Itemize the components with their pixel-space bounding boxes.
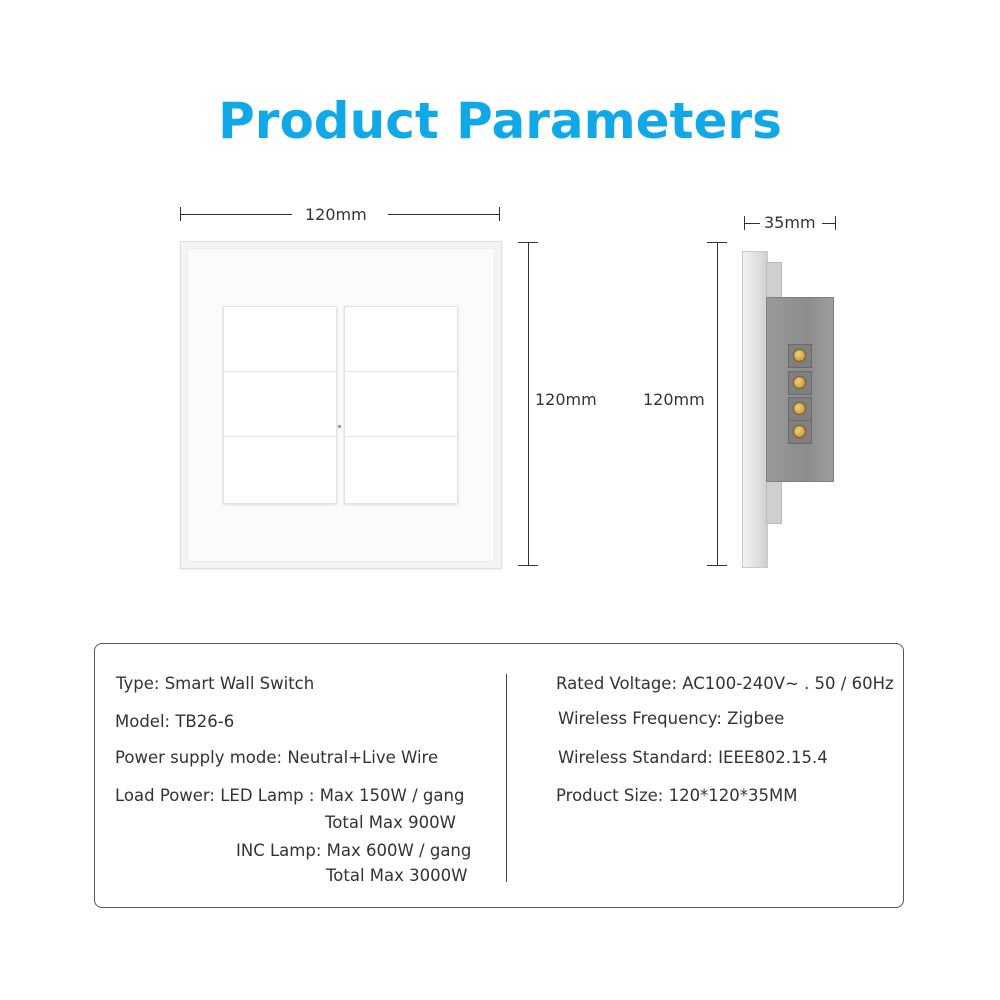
width-dim-tick-right <box>499 207 500 221</box>
spec-inc-total: Total Max 3000W <box>326 866 468 885</box>
spec-wireless-frequency: Wireless Frequency: Zigbee <box>558 709 785 728</box>
button-column-right <box>344 306 458 504</box>
button-separator <box>345 436 457 437</box>
side-height-line <box>717 242 718 565</box>
spec-model: Model: TB26-6 <box>115 712 235 731</box>
button-separator <box>224 436 336 437</box>
terminal-screw-icon <box>793 349 806 362</box>
indicator-led <box>338 425 341 428</box>
terminal-screw-icon <box>793 402 806 415</box>
side-height-label: 120mm <box>643 390 705 409</box>
spec-product-size: Product Size: 120*120*35MM <box>556 786 798 805</box>
terminal-screw-icon <box>793 425 806 438</box>
button-separator <box>224 371 336 372</box>
depth-dim-tick-right <box>835 216 836 230</box>
height-dim-tick-bottom <box>518 565 538 566</box>
front-height-label: 120mm <box>535 390 597 409</box>
spec-inc-lamp: INC Lamp: Max 600W / gang <box>236 841 472 860</box>
button-separator <box>345 371 457 372</box>
height-dim-line <box>528 242 529 565</box>
width-dim-line-right <box>388 214 500 215</box>
depth-dim-line-left <box>744 223 760 224</box>
depth-dim-line-right <box>822 223 836 224</box>
spec-led-total: Total Max 900W <box>325 813 456 832</box>
spec-rated-voltage: Rated Voltage: AC100-240V~ . 50 / 60Hz <box>556 674 894 693</box>
page-title: Product Parameters <box>218 92 782 150</box>
terminal-screw-icon <box>793 376 806 389</box>
spec-power-supply: Power supply mode: Neutral+Live Wire <box>115 748 439 767</box>
front-width-label: 120mm <box>305 205 367 224</box>
button-column-left <box>223 306 337 504</box>
switch-side-plate <box>742 251 768 568</box>
side-depth-label: 35mm <box>764 213 816 232</box>
width-dim-line-left <box>180 214 292 215</box>
side-height-tick-bottom <box>707 565 727 566</box>
spec-load-power-led: Load Power: LED Lamp : Max 150W / gang <box>115 786 465 805</box>
spec-divider <box>506 674 507 882</box>
spec-type: Type: Smart Wall Switch <box>116 674 315 693</box>
spec-wireless-standard: Wireless Standard: IEEE802.15.4 <box>558 748 828 767</box>
